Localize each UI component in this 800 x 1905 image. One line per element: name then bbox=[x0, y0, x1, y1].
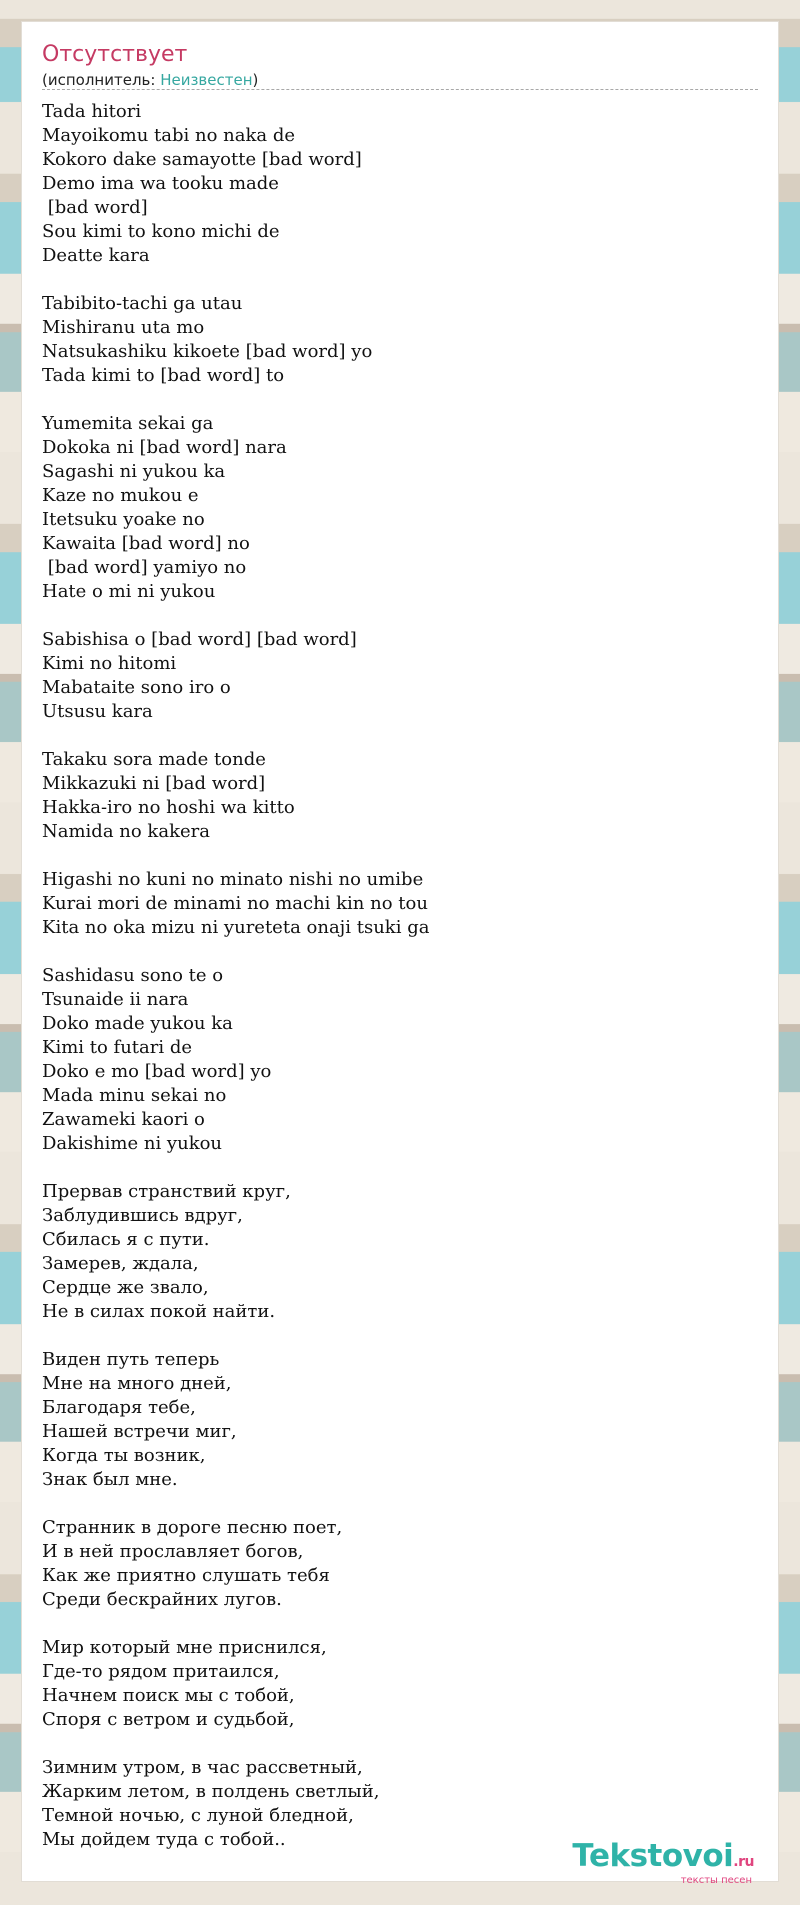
lyric-line: Sashidasu sono te o bbox=[42, 965, 224, 986]
lyric-line: Как же приятно слушать тебя bbox=[42, 1565, 330, 1586]
lyric-line: Сбилась я с пути. bbox=[42, 1229, 210, 1250]
lyric-line: Natsukashiku kikoete [bad word] yo bbox=[42, 341, 373, 362]
lyric-line: Tada kimi to [bad word] to bbox=[42, 365, 285, 386]
lyric-line: [bad word] bbox=[42, 197, 148, 218]
lyric-line: Среди бескрайних лугов. bbox=[42, 1589, 282, 1610]
lyric-line: И в ней прославляет богов, bbox=[42, 1541, 304, 1562]
stanza-gap bbox=[42, 1324, 758, 1348]
lyric-line: Higashi no kuni no minato nishi no umibe bbox=[42, 869, 424, 890]
lyric-line: Zawameki kaori o bbox=[42, 1109, 205, 1130]
stanza-gap bbox=[42, 844, 758, 868]
lyric-line: Namida no kakera bbox=[42, 821, 210, 842]
lyric-line: Utsusu kara bbox=[42, 701, 153, 722]
lyric-line: Мир который мне приснился, bbox=[42, 1637, 327, 1658]
lyrics-text bbox=[42, 100, 758, 1852]
lyric-line: Заблудившись вдруг, bbox=[42, 1205, 243, 1226]
lyric-line: Sagashi ni yukou ka bbox=[42, 461, 226, 482]
lyric-line: Sabishisa o [bad word] [bad word] bbox=[42, 629, 357, 650]
lyric-line: Kimi to futari de bbox=[42, 1037, 193, 1058]
lyric-line: Где-то рядом притаился, bbox=[42, 1661, 280, 1682]
lyric-line: Kimi no hitomi bbox=[42, 653, 177, 674]
lyric-line: Не в силах покой найти. bbox=[42, 1301, 276, 1322]
lyric-line: Mikkazuki ni [bad word] bbox=[42, 773, 266, 794]
lyric-line: Kokoro dake samayotte [bad word] bbox=[42, 149, 362, 170]
title-divider bbox=[42, 89, 758, 90]
lyric-line: Споря с ветром и судьбой, bbox=[42, 1709, 295, 1730]
lyric-line: Начнем поиск мы с тобой, bbox=[42, 1685, 295, 1706]
lyric-line: Doko e mo [bad word] yo bbox=[42, 1061, 272, 1082]
lyrics-card bbox=[22, 22, 778, 1886]
logo-tagline: тексты песен bbox=[680, 1875, 752, 1886]
lyric-line: Зимним утром, в час рассветный, bbox=[42, 1757, 363, 1778]
lyric-line: Sou kimi to kono michi de bbox=[42, 221, 280, 242]
lyric-line: Deatte kara bbox=[42, 245, 150, 266]
lyric-line: Замерев, ждала, bbox=[42, 1253, 199, 1274]
lyric-line: Yumemita sekai ga bbox=[42, 413, 214, 434]
site-logo[interactable] bbox=[572, 1840, 754, 1886]
lyric-line: Dakishime ni yukou bbox=[42, 1133, 223, 1154]
lyric-line: Mishiranu uta mo bbox=[42, 317, 205, 338]
lyric-line: Жарким летом, в полдень светлый, bbox=[42, 1781, 380, 1802]
lyric-line: Tabibito-tachi ga utau bbox=[42, 293, 243, 314]
stanza-gap bbox=[42, 1732, 758, 1756]
lyric-line: Dokoka ni [bad word] nara bbox=[42, 437, 287, 458]
lyric-line: Знак был мне. bbox=[42, 1469, 178, 1490]
lyric-line: Виден путь теперь bbox=[42, 1349, 220, 1370]
lyric-line: Hakka-iro no hoshi wa kitto bbox=[42, 797, 295, 818]
artist-link[interactable]: Неизвестен bbox=[160, 71, 253, 89]
song-title: Отсутствует bbox=[42, 42, 188, 67]
lyric-line: Мне на много дней, bbox=[42, 1373, 232, 1394]
lyric-line: Нашей встречи миг, bbox=[42, 1421, 237, 1442]
lyric-line: Когда ты возник, bbox=[42, 1445, 206, 1466]
lyric-line: Tada hitori bbox=[42, 101, 142, 122]
stanza-gap bbox=[42, 1156, 758, 1180]
stanza-gap bbox=[42, 1492, 758, 1516]
lyric-line: Kaze no mukou e bbox=[42, 485, 199, 506]
logo-wordmark bbox=[572, 1840, 754, 1878]
artist-line bbox=[42, 71, 258, 89]
lyric-line: [bad word] yamiyo no bbox=[42, 557, 247, 578]
stanza-gap bbox=[42, 1612, 758, 1636]
lyric-line: Сердце же звало, bbox=[42, 1277, 209, 1298]
lyric-line: Takaku sora made tonde bbox=[42, 749, 266, 770]
lyric-line: Itetsuku yoake no bbox=[42, 509, 205, 530]
lyric-line: Hate o mi ni yukou bbox=[42, 581, 216, 602]
lyric-line: Tsunaide ii nara bbox=[42, 989, 189, 1010]
stanza-gap bbox=[42, 604, 758, 628]
lyric-line: Темной ночью, с луной бледной, bbox=[42, 1805, 354, 1826]
stanza-gap bbox=[42, 388, 758, 412]
artist-prefix: (исполнитель: bbox=[42, 71, 161, 89]
lyric-line: Мы дойдем туда с тобой.. bbox=[42, 1829, 286, 1850]
artist-suffix: ) bbox=[252, 71, 259, 89]
logo-tld: .ru bbox=[733, 1854, 754, 1870]
stanza-gap bbox=[42, 940, 758, 964]
stanza-gap bbox=[42, 724, 758, 748]
lyric-line: Demo ima wa tooku made bbox=[42, 173, 279, 194]
lyric-line: Kurai mori de minami no machi kin no tou bbox=[42, 893, 428, 914]
lyric-line: Mayoikomu tabi no naka de bbox=[42, 125, 296, 146]
lyric-line: Благодаря тебе, bbox=[42, 1397, 196, 1418]
lyric-line: Kawaita [bad word] no bbox=[42, 533, 250, 554]
lyric-line: Mabataite sono iro o bbox=[42, 677, 231, 698]
logo-name: Tekstovoi bbox=[572, 1838, 734, 1874]
lyric-line: Kita no oka mizu ni yureteta onaji tsuki ga bbox=[42, 917, 430, 938]
lyric-line: Doko made yukou ka bbox=[42, 1013, 233, 1034]
stanza-gap bbox=[42, 268, 758, 292]
lyric-line: Странник в дороге песню поет, bbox=[42, 1517, 343, 1538]
lyric-line: Прервав странствий круг, bbox=[42, 1181, 291, 1202]
lyric-line: Mada minu sekai no bbox=[42, 1085, 227, 1106]
